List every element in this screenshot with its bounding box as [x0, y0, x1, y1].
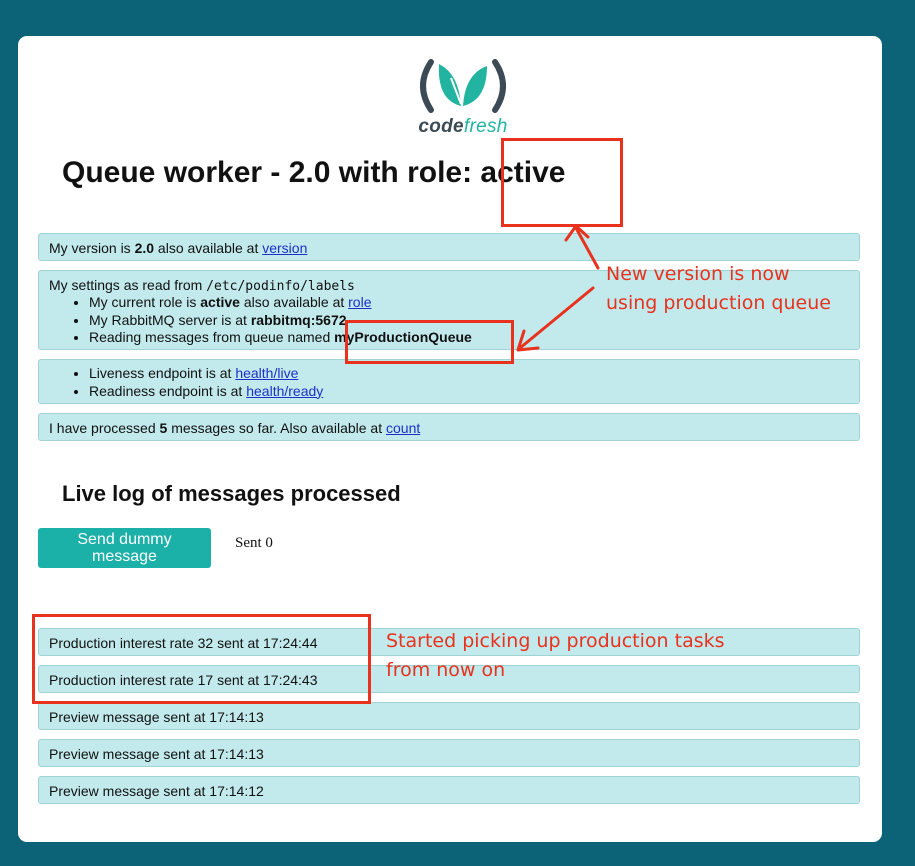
count-link[interactable]: count [386, 420, 421, 436]
page-title: Queue worker - 2.0 with role: active [62, 156, 566, 189]
arrow-head-active-icon [566, 226, 588, 240]
live-log-heading: Live log of messages processed [62, 481, 401, 506]
send-dummy-message-button[interactable]: Send dummy message [38, 528, 211, 568]
processed-count: 5 [159, 420, 168, 436]
log-message: Preview message sent at 17:14:12 [49, 783, 264, 799]
sent-count-label: Sent 0 [235, 535, 273, 551]
log-message: Production interest rate 32 sent at 17:24:44 [49, 635, 318, 651]
count-middle: messages so far. Also available at [167, 420, 386, 436]
readiness-prefix: Readiness endpoint is at [89, 382, 247, 399]
health-live-link[interactable]: health/live [235, 365, 299, 381]
log-message: Preview message sent at 17:14:13 [49, 709, 264, 725]
log-message: Preview message sent at 17:14:13 [49, 746, 264, 762]
rabbitmq-prefix: My RabbitMQ server is at [89, 311, 251, 328]
version-middle: also available at [154, 240, 263, 256]
settings-prefix: My settings as read from [49, 277, 207, 293]
annotation-tasks-note: Started picking up production tasks from now on [386, 630, 725, 681]
queue-prefix: Reading messages from queue named [89, 329, 335, 345]
count-prefix: I have processed [49, 420, 160, 436]
log-message: Production interest rate 17 sent at 17:24:43 [49, 672, 318, 688]
settings-path: /etc/podinfo/labels [206, 279, 355, 294]
logo-word-code: code [418, 116, 464, 137]
version-link[interactable]: version [262, 240, 308, 256]
version-prefix: My version is [49, 240, 135, 256]
role-middle: also available at [239, 294, 349, 310]
version-value: 2.0 [134, 240, 155, 256]
queue-value: myProductionQueue [334, 329, 472, 345]
role-prefix: My current role is [89, 294, 201, 310]
role-link[interactable]: role [348, 294, 372, 310]
role-value: active [200, 294, 240, 310]
arrow-to-active-icon [576, 228, 598, 268]
health-ready-link[interactable]: health/ready [246, 382, 324, 399]
logo-word-fresh: fresh [463, 116, 508, 137]
arrow-to-queue-icon [520, 288, 593, 348]
annotation-version-note: New version is now using production queue [606, 263, 831, 314]
rabbitmq-value: rabbitmq:5672 [250, 311, 347, 328]
liveness-prefix: Liveness endpoint is at [89, 365, 236, 381]
